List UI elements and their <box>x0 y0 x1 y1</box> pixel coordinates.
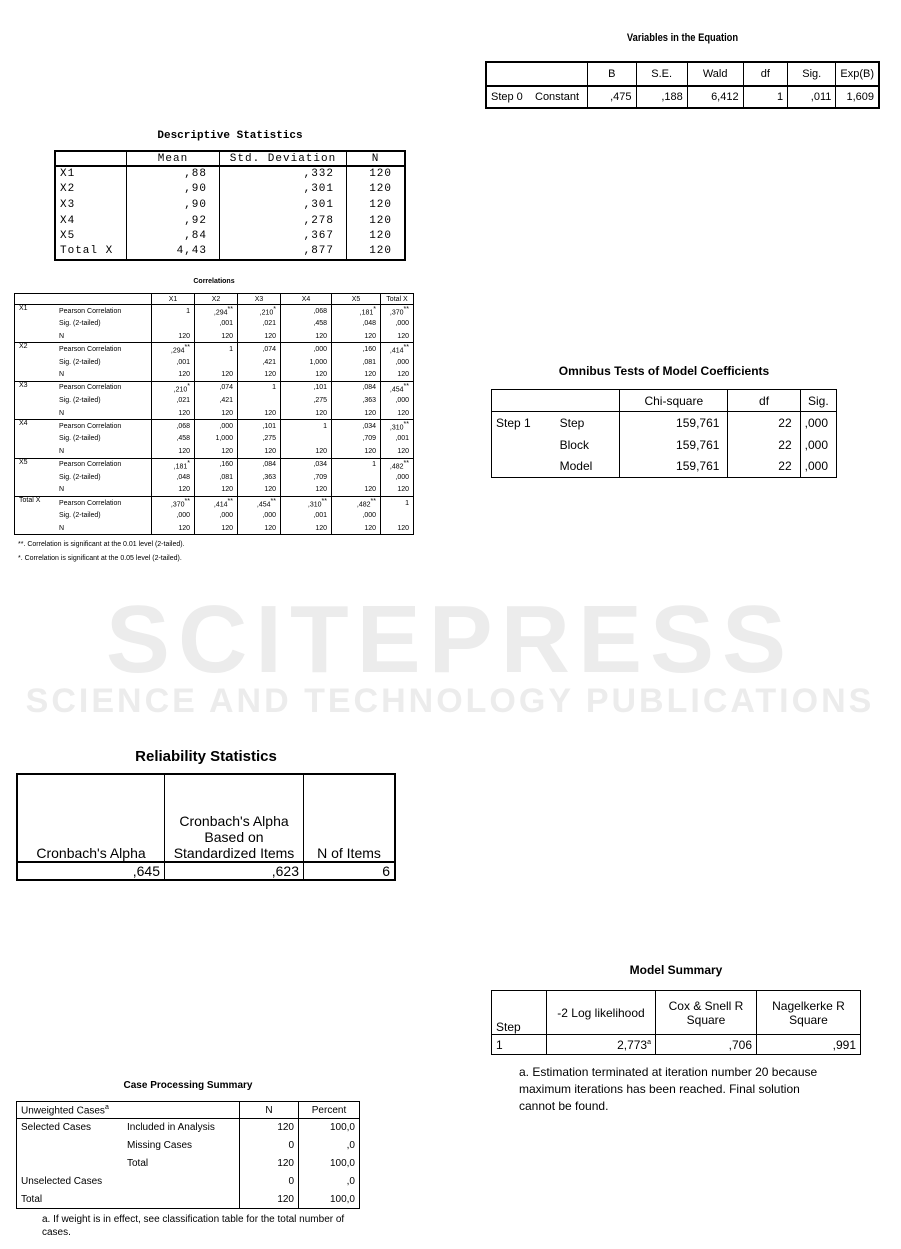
corr-header: Total X <box>381 294 414 305</box>
corr-cell: ,000 <box>395 396 409 404</box>
desc-cell: 120 <box>369 230 392 243</box>
corr-cell: 120 <box>332 445 381 458</box>
case-head-label: Unweighted Cases$^a$ <box>17 1102 240 1119</box>
desc-header: N <box>347 151 406 166</box>
desc-row-label: X3 <box>55 197 127 213</box>
rel-head-n: N of Items <box>304 774 396 862</box>
corr-cell: 1 <box>332 458 381 471</box>
corr-var-label: X4 <box>19 420 28 428</box>
corr-header: X3 <box>238 294 281 305</box>
corr-cell: ,081 <box>195 471 238 484</box>
case-row <box>17 1137 360 1155</box>
omni-row-label: Step 1 <box>496 415 531 430</box>
corr-cell: 1 <box>195 343 238 356</box>
corr-cell: ,021 <box>238 317 281 330</box>
desc-cell: ,92 <box>127 213 220 229</box>
desc-cell: 120 <box>369 198 392 211</box>
corr-cell: ,000 <box>195 420 238 433</box>
variables-title: Variables in the Equation <box>626 32 739 44</box>
desc-header <box>55 151 127 166</box>
desc-cell: ,301 <box>220 182 347 198</box>
corr-cell: ,709 <box>332 432 381 445</box>
corr-cell: ,074 <box>238 343 281 356</box>
omni-row <box>492 456 837 478</box>
corr-cell: ,181* <box>152 458 195 471</box>
desc-row-label: X1 <box>55 166 127 182</box>
corr-cell: ,310** <box>281 496 332 509</box>
case-row-sublabel: Missing Cases <box>127 1140 193 1151</box>
rel-value-alpha: ,645 <box>17 862 165 880</box>
omni-header <box>556 390 620 412</box>
corr-header: X5 <box>332 294 381 305</box>
corr-cell: 120 <box>238 445 281 458</box>
corr-row <box>15 522 414 535</box>
desc-header: Mean <box>127 151 220 166</box>
omni-header: Chi-square <box>620 390 728 412</box>
case-title: Case Processing Summary <box>123 1080 253 1091</box>
corr-stat-label: Sig. (2-tailed) <box>55 432 152 445</box>
corr-row <box>15 305 414 318</box>
corr-row <box>15 420 414 433</box>
corr-header: X4 <box>281 294 332 305</box>
model-value-ll: 2,773$^a$ <box>547 1035 656 1055</box>
corr-cell: 120 <box>332 484 381 497</box>
desc-cell: 120 <box>369 183 392 196</box>
corr-cell: ,414** <box>389 344 409 355</box>
corr-cell: ,081 <box>332 356 381 369</box>
corr-stat-label: Sig. (2-tailed) <box>55 509 152 522</box>
corr-cell: ,454** <box>389 382 409 394</box>
omni-header <box>492 390 556 412</box>
corr-header: X2 <box>195 294 238 305</box>
omni-cell: 22 <box>728 412 800 434</box>
corr-stat-label: Pearson Correlation <box>55 305 152 318</box>
corr-cell: ,160 <box>195 458 238 471</box>
corr-cell: ,000 <box>238 509 281 522</box>
corr-cell: 120 <box>152 368 195 381</box>
corr-row <box>15 445 414 458</box>
var-header: Sig. <box>788 62 836 86</box>
corr-cell: ,363 <box>332 394 381 407</box>
corr-cell: ,021 <box>152 394 195 407</box>
case-row-sublabel <box>123 1191 240 1209</box>
corr-row <box>15 432 414 445</box>
omni-header: Sig. <box>800 390 836 412</box>
var-header: df <box>743 62 788 86</box>
corr-cell: 1 <box>281 420 332 433</box>
corr-cell: ,068 <box>281 305 332 318</box>
corr-cell: 120 <box>281 484 332 497</box>
corr-cell: 1,000 <box>281 356 332 369</box>
desc-row <box>55 228 405 244</box>
case-cell-percent: 100,0 <box>299 1119 360 1137</box>
model-table <box>491 990 861 1055</box>
corr-stat-label: Sig. (2-tailed) <box>55 471 152 484</box>
corr-stat-label: N <box>55 484 152 497</box>
corr-cell: ,370** <box>152 496 195 509</box>
desc-row-label: X4 <box>55 213 127 229</box>
corr-cell: ,370** <box>389 305 409 317</box>
corr-cell: 120 <box>195 330 238 343</box>
var-cell: 1 <box>743 86 788 108</box>
corr-cell: 120 <box>238 368 281 381</box>
corr-row <box>15 356 414 369</box>
corr-cell: 120 <box>332 407 381 420</box>
corr-stat-label: Pearson Correlation <box>55 420 152 433</box>
corr-cell: 120 <box>332 368 381 381</box>
corr-cell: ,000 <box>395 473 409 481</box>
corr-cell: ,414** <box>195 496 238 509</box>
reliability-table <box>16 773 396 881</box>
omnibus-title: Omnibus Tests of Model Coefficients <box>558 364 770 378</box>
case-cell-n: 120 <box>240 1191 299 1209</box>
corr-cell: 120 <box>281 330 332 343</box>
corr-cell: 120 <box>281 407 332 420</box>
corr-cell: ,101 <box>281 381 332 394</box>
desc-row <box>55 182 405 198</box>
var-header: B <box>588 62 636 86</box>
corr-cell: ,482** <box>332 496 381 509</box>
case-row-sublabel <box>123 1173 240 1191</box>
corr-cell: 1 <box>405 499 409 507</box>
desc-cell: 4,43 <box>127 244 220 260</box>
rel-head-alpha: Cronbach's Alpha <box>17 774 165 862</box>
corr-var-label: X3 <box>19 381 28 389</box>
corr-var-label: Total X <box>19 496 41 504</box>
case-row-label <box>17 1155 124 1173</box>
corr-cell: 120 <box>397 332 409 340</box>
model-note: a. Estimation terminated at iteration number 20 because maximum iterations has been reached. Final solution cannot be found. <box>519 1065 818 1113</box>
corr-cell: 120 <box>152 330 195 343</box>
corr-cell: ,275 <box>238 432 281 445</box>
corr-cell: ,001 <box>281 509 332 522</box>
case-row-label: Total <box>21 1193 43 1205</box>
desc-cell: ,367 <box>220 228 347 244</box>
case-row-label <box>17 1137 124 1155</box>
case-head-percent: Percent <box>299 1102 360 1119</box>
corr-cell: ,482** <box>389 459 409 470</box>
corr-row <box>15 343 414 356</box>
correlations-title: Correlations <box>193 278 235 285</box>
omni-row-label <box>492 456 556 478</box>
corr-cell: ,034 <box>332 420 381 433</box>
corr-cell: ,000 <box>281 343 332 356</box>
case-cell-percent: ,0 <box>299 1137 360 1155</box>
var-header: Wald <box>687 62 743 86</box>
omni-cell: 22 <box>728 456 800 478</box>
correlations-table <box>14 293 414 535</box>
corr-row <box>15 509 414 522</box>
omni-cell: 22 <box>728 434 800 456</box>
descriptive-title: Descriptive Statistics <box>157 130 303 142</box>
corr-cell: ,275 <box>281 394 332 407</box>
corr-cell <box>238 394 281 407</box>
corr-cell: ,160 <box>332 343 381 356</box>
var-cell: 6,412 <box>687 86 743 108</box>
case-head-n: N <box>240 1102 299 1119</box>
desc-row <box>55 244 405 260</box>
corr-cell: 120 <box>152 484 195 497</box>
corr-cell: 120 <box>238 522 281 535</box>
desc-row <box>55 166 405 182</box>
case-cell-n: 0 <box>240 1137 299 1155</box>
case-row <box>17 1119 360 1137</box>
corr-cell: 1,000 <box>195 432 238 445</box>
corr-cell: ,210* <box>238 305 281 318</box>
corr-cell <box>195 356 238 369</box>
omni-cell: 159,761 <box>620 434 728 456</box>
corr-stat-label: N <box>55 522 152 535</box>
desc-row-label: Total X <box>55 244 127 260</box>
corr-cell: 120 <box>195 522 238 535</box>
corr-cell: ,421 <box>195 394 238 407</box>
corr-row <box>15 496 414 509</box>
corr-cell: 120 <box>332 522 381 535</box>
corr-cell: ,181* <box>332 305 381 318</box>
case-row-sublabel: Total <box>127 1158 149 1169</box>
corr-cell: ,294** <box>195 305 238 318</box>
omni-row <box>492 412 837 434</box>
corr-row <box>15 458 414 471</box>
desc-cell: ,301 <box>220 197 347 213</box>
desc-cell: 120 <box>369 214 392 227</box>
case-cell-percent: ,0 <box>299 1173 360 1191</box>
model-value-cox: ,706 <box>656 1035 757 1055</box>
var-header: Exp(B) <box>836 62 879 86</box>
var-row-label: Constant <box>535 91 580 103</box>
corr-row <box>15 471 414 484</box>
corr-cell: ,101 <box>238 420 281 433</box>
desc-cell: 120 <box>369 168 392 181</box>
corr-stat-label: N <box>55 330 152 343</box>
corr-header: X1 <box>152 294 195 305</box>
var-cell: ,475 <box>588 86 636 108</box>
omni-row <box>492 434 837 456</box>
omni-cell: 159,761 <box>620 456 728 478</box>
case-cell-percent: 100,0 <box>299 1191 360 1209</box>
corr-cell: 120 <box>152 407 195 420</box>
var-cell: ,188 <box>636 86 687 108</box>
corr-stat-label: N <box>55 445 152 458</box>
case-row <box>17 1155 360 1173</box>
desc-header: Std. Deviation <box>220 151 347 166</box>
corr-row <box>15 381 414 394</box>
corr-cell: ,458 <box>152 432 195 445</box>
corr-cell: 120 <box>238 407 281 420</box>
corr-cell: 120 <box>281 522 332 535</box>
corr-cell: ,454** <box>238 496 281 509</box>
corr-cell: ,001 <box>395 435 409 443</box>
desc-cell: ,88 <box>127 166 220 182</box>
watermark-main: SCITEPRESS <box>105 586 795 693</box>
corr-cell: 120 <box>397 409 409 417</box>
desc-cell: ,278 <box>220 213 347 229</box>
case-cell-percent: 100,0 <box>299 1155 360 1173</box>
model-head-nagel: Nagelkerke R Square <box>757 991 861 1035</box>
corr-cell <box>332 471 381 484</box>
corr-cell: ,458 <box>281 317 332 330</box>
corr-cell: 120 <box>332 330 381 343</box>
corr-cell: ,084 <box>332 381 381 394</box>
corr-var-label: X5 <box>19 458 28 466</box>
corr-header <box>15 294 56 305</box>
omni-row-label: Step <box>559 415 585 430</box>
corr-cell: ,074 <box>195 381 238 394</box>
corr-note-1: **. Correlation is significant at the 0.01 level (2-tailed). <box>18 541 185 548</box>
corr-cell: ,048 <box>152 471 195 484</box>
desc-row-label: X2 <box>55 182 127 198</box>
corr-cell: 120 <box>238 484 281 497</box>
case-cell-n: 120 <box>240 1155 299 1173</box>
variables-table <box>485 61 880 109</box>
corr-cell: 120 <box>195 445 238 458</box>
rel-value-n: 6 <box>382 863 390 879</box>
corr-cell: ,068 <box>152 420 195 433</box>
corr-cell: ,210* <box>152 381 195 394</box>
omni-cell: 159,761 <box>620 412 728 434</box>
corr-cell: ,363 <box>238 471 281 484</box>
corr-row <box>15 407 414 420</box>
model-title: Model Summary <box>629 963 723 977</box>
omni-cell: ,000 <box>800 456 836 478</box>
case-table <box>16 1101 360 1209</box>
omnibus-table <box>491 389 837 478</box>
corr-stat-label: Sig. (2-tailed) <box>55 394 152 407</box>
corr-row <box>15 368 414 381</box>
omni-row-label <box>492 434 556 456</box>
corr-stat-label: Pearson Correlation <box>55 458 152 471</box>
desc-cell: 120 <box>369 245 392 258</box>
model-head-step: Step <box>492 991 547 1035</box>
corr-cell: ,421 <box>238 356 281 369</box>
desc-cell: ,877 <box>220 244 347 260</box>
corr-cell: ,034 <box>281 458 332 471</box>
corr-row <box>15 394 414 407</box>
desc-row-label: X5 <box>55 228 127 244</box>
case-cell-n: 0 <box>240 1173 299 1191</box>
case-note: a. If weight is in effect, see classification table for the total number of cases. <box>42 1214 345 1238</box>
corr-cell <box>381 509 414 522</box>
omni-row-label: Block <box>559 437 589 452</box>
desc-cell: ,90 <box>127 182 220 198</box>
desc-row <box>55 197 405 213</box>
model-head-ll: -2 Log likelihood <box>547 991 656 1035</box>
var-row-label: Step 0 <box>491 91 523 103</box>
corr-cell: 120 <box>195 407 238 420</box>
model-value-step: 1 <box>492 1035 547 1055</box>
corr-cell: ,000 <box>195 509 238 522</box>
corr-row <box>15 330 414 343</box>
corr-cell <box>281 432 332 445</box>
corr-stat-label: N <box>55 368 152 381</box>
corr-cell: 120 <box>397 486 409 494</box>
corr-cell: ,294** <box>152 343 195 356</box>
case-row <box>17 1191 360 1209</box>
case-cell-n: 120 <box>240 1119 299 1137</box>
corr-note-2: *. Correlation is significant at the 0.05 level (2-tailed). <box>18 555 182 562</box>
descriptive-table <box>54 150 406 261</box>
case-row-label: Selected Cases <box>21 1122 92 1134</box>
corr-cell: 120 <box>152 522 195 535</box>
corr-cell: 120 <box>397 371 409 379</box>
corr-cell: 120 <box>397 524 409 532</box>
reliability-title: Reliability Statistics <box>135 748 277 765</box>
omni-cell: ,000 <box>800 412 836 434</box>
var-header <box>486 62 531 86</box>
corr-cell <box>152 317 195 330</box>
rel-head-std: Cronbach's Alpha Based on Standardized Items <box>165 774 304 862</box>
model-value-nagel: ,991 <box>832 1037 856 1052</box>
var-header: S.E. <box>636 62 687 86</box>
corr-cell: ,000 <box>152 509 195 522</box>
corr-stat-label: Sig. (2-tailed) <box>55 356 152 369</box>
corr-cell: ,000 <box>332 509 381 522</box>
corr-cell: 120 <box>281 368 332 381</box>
corr-row <box>15 317 414 330</box>
desc-cell: ,84 <box>127 228 220 244</box>
desc-cell: ,90 <box>127 197 220 213</box>
omni-cell: ,000 <box>800 434 836 456</box>
corr-cell: 120 <box>397 447 409 455</box>
corr-cell: 1 <box>152 305 195 318</box>
corr-cell: 120 <box>152 445 195 458</box>
corr-cell: ,084 <box>238 458 281 471</box>
omni-header: df <box>728 390 800 412</box>
corr-stat-label: Pearson Correlation <box>55 496 152 509</box>
corr-stat-label: Pearson Correlation <box>55 381 152 394</box>
case-row <box>17 1173 360 1191</box>
corr-stat-label: Sig. (2-tailed) <box>55 317 152 330</box>
model-head-cox: Cox & Snell R Square <box>656 991 757 1035</box>
corr-cell: ,048 <box>332 317 381 330</box>
corr-cell: ,000 <box>395 358 409 366</box>
corr-cell: ,310** <box>389 421 409 432</box>
rel-value-std: ,623 <box>165 862 304 880</box>
corr-cell: ,000 <box>395 320 409 328</box>
var-cell: ,011 <box>788 86 836 108</box>
corr-row <box>15 484 414 497</box>
corr-cell: 1 <box>238 381 281 394</box>
corr-cell: 120 <box>195 368 238 381</box>
watermark-sub: SCIENCE AND TECHNOLOGY PUBLICATIONS <box>25 682 875 720</box>
desc-row <box>55 213 405 229</box>
var-cell: 1,609 <box>836 86 879 108</box>
case-row-sublabel: Included in Analysis <box>127 1122 215 1134</box>
corr-cell: 120 <box>238 330 281 343</box>
corr-cell: ,001 <box>195 317 238 330</box>
corr-stat-label: Pearson Correlation <box>55 343 152 356</box>
corr-cell: ,001 <box>152 356 195 369</box>
corr-var-label: X1 <box>19 305 28 312</box>
var-header <box>531 62 588 86</box>
corr-stat-label: N <box>55 407 152 420</box>
case-row-label: Unselected Cases <box>21 1176 103 1187</box>
omni-row-label: Model <box>559 459 593 474</box>
corr-cell: 120 <box>195 484 238 497</box>
corr-cell: 120 <box>281 445 332 458</box>
corr-header <box>55 294 152 305</box>
corr-var-label: X2 <box>19 343 28 351</box>
desc-cell: ,332 <box>220 166 347 182</box>
corr-cell: ,709 <box>281 471 332 484</box>
